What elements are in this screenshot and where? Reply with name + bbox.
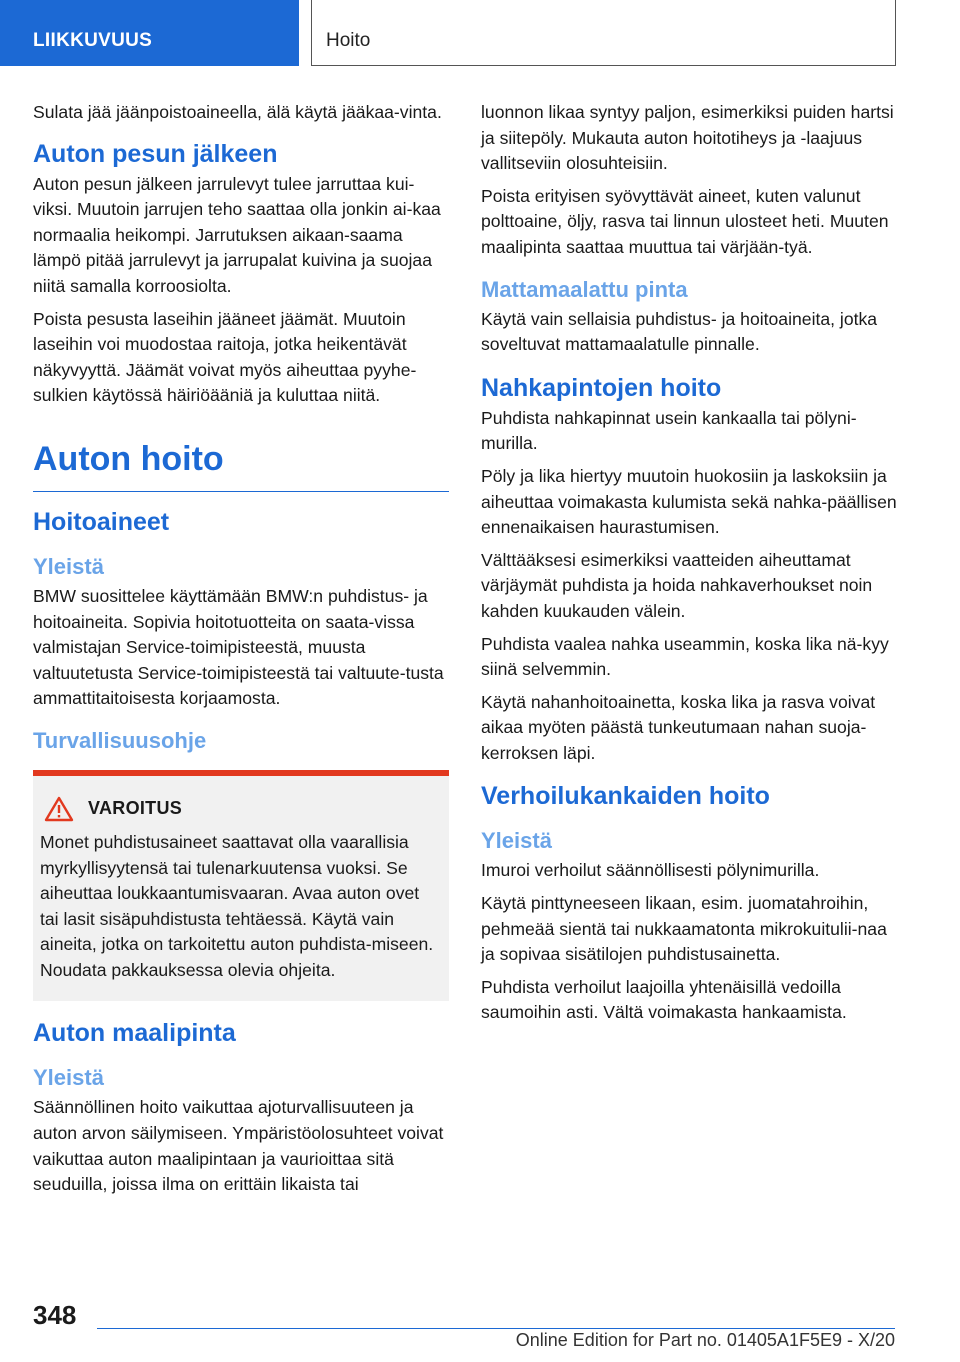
warning-box (33, 770, 449, 1002)
paragraph-matte: Käytä vain sellaisia puhdistus- ja hoitoaineita, jotka soveltuvat mattamaalatulle pinnalle. (481, 308, 878, 355)
page-header (0, 0, 960, 66)
section-tab: LIIKKUVUUS (0, 0, 299, 66)
left-column (33, 100, 449, 1205)
heading-general: Yleistä (33, 553, 104, 579)
paragraph-paint-continued: luonnon likaa syntyy paljon, esimerkiksi puiden hartsi ja siitepöly. Mukauta auton hoitotiheys ja -laajuus vallitseviin olosuhteisiin. (481, 102, 894, 174)
heading-car-care: Auton hoito (33, 439, 224, 478)
heading-general: Yleistä (481, 828, 552, 854)
heading-rule (33, 491, 449, 492)
paragraph-paintwork: Säännöllinen hoito vaikuttaa ajoturvallisuuteen ja auton arvon säilymiseen. Ympäristöolosuhteet voivat vaikuttaa auton maalipintaan ja vaurioittaa sitä seuduilla, joissa ilma on erittäin likaista tai (33, 1097, 444, 1195)
paragraph-upholstery-1: Imuroi verhoilut säännöllisesti pölynimurilla. (481, 860, 820, 881)
paragraph-upholstery-2: Käytä pinttyneeseen likaan, esim. juomatahroihin, pehmeää sientä tai nukkaamatonta mikrokuitulii-naa ja sopivaa sisätilojen puhdistusainetta. (481, 893, 887, 965)
paragraph-glass: Poista pesusta laseihin jääneet jäämät. Muutoin laseihin voi muodostaa raitoja, jotka heikentävät näkyvyyttä. Jäämät voivat myös aiheuttaa pyyhe-sulkien käytössä häiriöääniä ja kuluttaa niitä. (33, 308, 417, 406)
heading-upholstery-care: Verhoilukankaiden hoito (481, 782, 770, 811)
heading-leather-care: Nahkapintojen hoito (481, 373, 722, 402)
warning-header (40, 796, 441, 822)
paragraph-ice: Sulata jää jäänpoistoaineella, älä käytä jääkaa-vinta. (33, 102, 442, 122)
paragraph-upholstery-3: Puhdista verhoilut laajoilla yhtenäisillä vedoilla saumoihin asti. Vältä voimakasta hankaamista. (481, 976, 847, 1023)
edition-text: Online Edition for Part no. 01405A1F5E9 - X/20 (515, 1330, 895, 1350)
page-number: 348 (33, 1300, 77, 1330)
paragraph-leather-5: Käytä nahanhoitoainetta, koska lika ja rasva voivat aikaa myöten päästä tunkeutumaan nahan suoja-kerroksen läpi. (481, 691, 876, 763)
heading-safety-note: Turvallisuusohje (33, 727, 207, 753)
footer-rule (97, 1328, 895, 1329)
paragraph-corrosive: Poista erityisen syövyttävät aineet, kuten valunut polttoaine, öljy, rasva tai linnun ulosteet heti. Muuten maalipinta saattaa muuttua tai värjään-tyä. (481, 185, 889, 257)
heading-general: Yleistä (33, 1065, 104, 1091)
paragraph-brakes: Auton pesun jälkeen jarrulevyt tulee jarruttaa kui-viksi. Muutoin jarrujen teho saattaa olla jonkin ai-kaa normaalia heikompi. Jarrutuksen aikaan-saama lämpö pitää jarrulevyt ja jarrupalat kuivina ja suojaa niitä samalla korroosiolta. (33, 173, 441, 296)
chapter-tab: Hoito (311, 0, 896, 66)
heading-matte-paint: Mattamaalattu pinta (481, 276, 688, 302)
paragraph-care-products: BMW suosittelee käyttämään BMW:n puhdistus- ja hoitoaineita. Sopivia hoitotuotteita on saata-vissa valmistajan Service-toimipisteestä, muusta valtuutetusta Service-toimipisteestä tai valtuute-tusta ammattitaitoisesta korjaamosta. (33, 585, 444, 709)
paragraph-leather-3: Välttääksesi esimerkiksi vaatteiden aiheuttamat värjäymät puhdista ja hoida nahkaverhoukset noin kahden kuukauden välein. (481, 549, 873, 621)
paragraph-leather-1: Puhdista nahkapinnat usein kankaalla tai pölyni-murilla. (481, 407, 857, 454)
heading-care-products: Hoitoaineet (33, 507, 170, 536)
warning-triangle-icon (44, 796, 74, 822)
warning-title: VAROITUS (88, 798, 183, 819)
paragraph-leather-2: Pöly ja lika hiertyy muutoin huokosiin ja laskoksiin ja aiheuttaa voimakasta kulumista sekä nahka-päällisen ennenaikaisen haurastumisen. (481, 465, 897, 538)
warning-text: Monet puhdistusaineet saattavat olla vaarallisia myrkyllisyytensä tai tulenarkuutensa vuoksi. Se aiheuttaa loukkaantumisvaaran. Avaa auton ovet tai lasit sisäpuhdistusta tehtäessä. Käytä vain aineita, jotka on tarkoitettu auton puhdista-miseen. Noudata pakkauksessa olevia ohjeita. (40, 831, 434, 980)
heading-paintwork: Auton maalipinta (33, 1019, 236, 1048)
heading-after-wash: Auton pesun jälkeen (33, 139, 278, 168)
page-footer (0, 1290, 960, 1362)
paragraph-leather-4: Puhdista vaalea nahka useammin, koska lika nä-kyy siinä selvemmin. (481, 633, 889, 680)
right-column (481, 100, 897, 1033)
